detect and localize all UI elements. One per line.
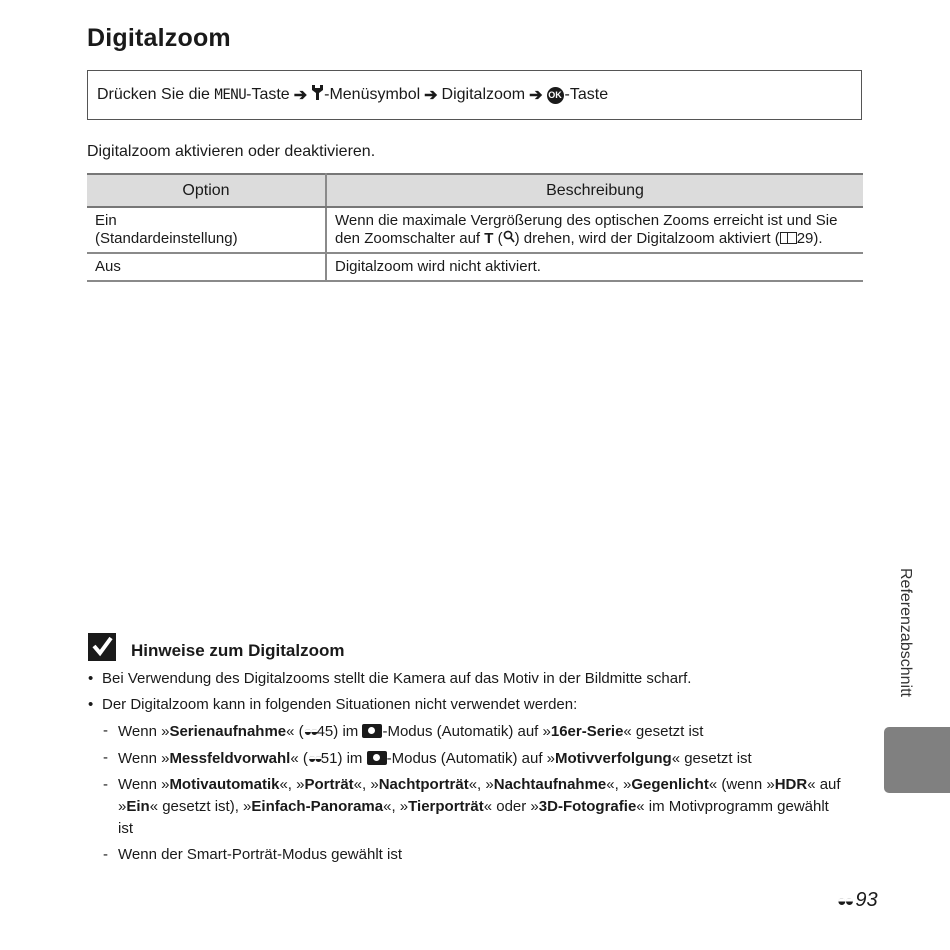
menu-path-box <box>87 70 862 120</box>
list-item: • Bei Verwendung des Digitalzooms stellt die Kamera auf das Motiv in der Bildmitte scharf. <box>87 668 847 690</box>
description-text: ( <box>493 230 503 247</box>
sub-list-item: - Wenn »Motivautomatik«, »Porträt«, »Nachtporträt«, »Nachtaufnahme«, »Gegenlicht« (wenn »HDR« auf »Ein« gesetzt ist), »Einfach-Panorama«, »Tierporträt« oder »3D-Fotografie« im Motivprogramm gewählt ist <box>87 774 847 840</box>
page-number: ◒◒ 93 <box>837 889 878 911</box>
page-title: Digitalzoom <box>87 24 231 52</box>
camera-mode-icon <box>367 751 387 765</box>
option-default-label: (Standardeinstellung) <box>95 230 238 247</box>
column-header-description: Beschreibung <box>326 174 863 207</box>
section-tab <box>884 727 950 793</box>
reference-section-icon: ◒◒ <box>303 723 317 739</box>
arrow-icon: ➔ <box>424 87 438 104</box>
sub-list-item: - Wenn »Messfeldvorwahl« (◒◒51) im -Modus (Automatik) auf »Motivverfolgung« gesetzt ist <box>87 747 847 770</box>
option-cell <box>87 253 326 281</box>
section-side-label: Referenzabschnitt <box>897 568 914 697</box>
wrench-icon <box>311 84 324 106</box>
option-name: Ein <box>95 212 117 229</box>
reference-section-icon: ◒◒ <box>307 750 321 766</box>
column-header-option: Option <box>87 174 326 207</box>
arrow-icon: ➔ <box>293 87 308 104</box>
ok-button-icon: OK <box>547 87 564 104</box>
sub-list-item: - Wenn »Serienaufnahme« (◒◒45) im -Modus (Automatik) auf »16er-Serie« gesetzt ist <box>87 720 847 743</box>
options-table <box>87 173 863 282</box>
page-reference: 29 <box>796 230 814 247</box>
description-text: ) drehen, wird der Digitalzoom aktiviert ( <box>514 230 780 247</box>
sub-list-item: - Wenn der Smart-Porträt-Modus gewählt ist <box>87 844 847 866</box>
description-text: ). <box>813 230 823 247</box>
option-name: Aus <box>95 258 121 275</box>
nav-digitalzoom-text: Digitalzoom <box>441 86 526 103</box>
option-cell <box>87 207 326 253</box>
reference-section-icon: ◒◒ <box>837 893 853 910</box>
nav-taste-text: -Taste <box>246 86 290 103</box>
intro-text: Digitalzoom aktivieren oder deaktivieren. <box>87 143 376 160</box>
book-reference-icon <box>780 232 797 244</box>
table-row <box>87 207 863 253</box>
menu-key-label: MENU <box>214 87 247 103</box>
nav-menu-symbol-text: -Menüsymbol <box>324 86 421 103</box>
description-text: Digitalzoom wird nicht aktiviert. <box>335 258 541 275</box>
table-row <box>87 253 863 281</box>
list-item: • Der Digitalzoom kann in folgenden Situationen nicht verwendet werden: <box>87 694 847 716</box>
nav-press-text: Drücken Sie die <box>97 86 210 103</box>
note-title: Hinweise zum Digitalzoom <box>131 641 345 660</box>
description-text: Wenn die maximale Vergrößerung des optischen Zooms erreicht ist und Sie den Zoomschalter auf <box>335 212 838 247</box>
arrow-icon: ➔ <box>529 87 543 104</box>
camera-mode-icon <box>362 724 382 738</box>
notes-list <box>87 668 847 870</box>
tele-symbol: T <box>484 230 494 247</box>
description-cell <box>326 253 863 281</box>
magnifier-icon <box>503 230 515 247</box>
nav-ok-taste-text: -Taste <box>564 86 609 103</box>
description-cell <box>326 207 863 253</box>
checkmark-note-icon <box>88 633 116 661</box>
